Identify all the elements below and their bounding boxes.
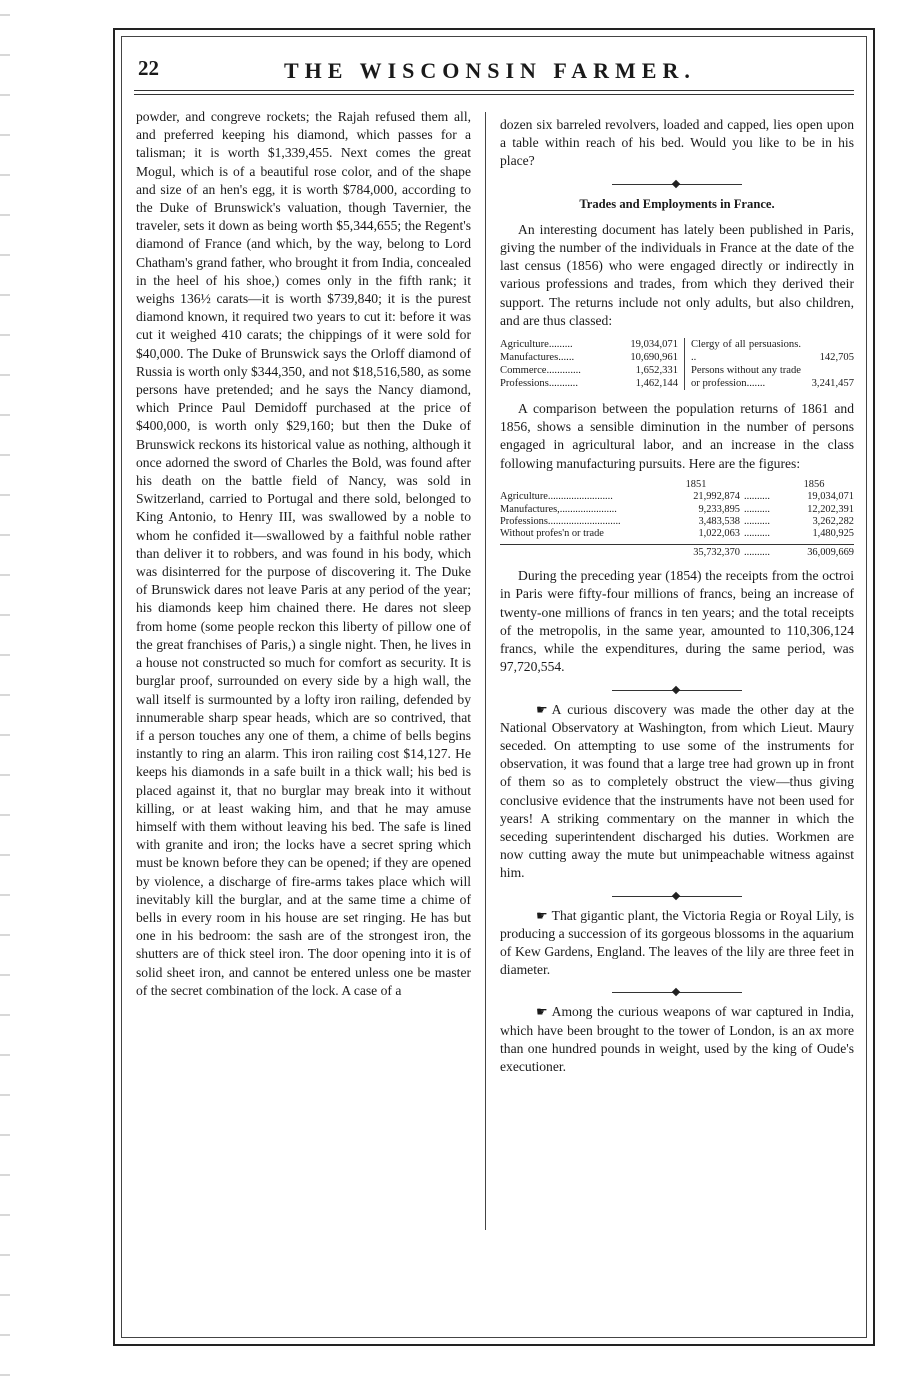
section-separator: [612, 181, 742, 187]
section-separator: [612, 893, 742, 899]
victoria-regia-item: That gigantic plant, the Victoria Regia or Royal Lily, is producing a succession of its gorgeous blossoms in the aquarium of Kew Gardens, England. The leaves of the lily are three feet in diameter.: [500, 907, 854, 978]
section-separator: [612, 687, 742, 693]
left-column: [136, 108, 471, 1000]
pointing-hand-icon: ☛: [536, 1004, 548, 1020]
header-rule-double: [134, 94, 854, 95]
header-rule: [134, 90, 854, 91]
table-total-row: 35,732,370 .......... 36,009,669: [500, 544, 854, 559]
table-row: Professions........... 1,462,144: [500, 378, 678, 390]
comparison-paragraph: A comparison between the population returns of 1861 and 1856, shows a sensible diminution in the number of persons engaged in agricultural labor, and an increase in the class following manufacturing pursuits. Here are the figures:: [500, 401, 854, 471]
table-row: Professions............................ 3,483,538 .......... 3,262,282: [500, 516, 854, 528]
page-number: 22: [138, 56, 159, 80]
article-intro: An interesting document has lately been published in Paris, giving the number of the individuals in France at the date of the last census (1856) who were engaged directly or indirectly in various professions and trades, from which they derived their support. The returns include not only adults, but also children, and are thus classed:: [500, 221, 854, 328]
running-title: THE WISCONSIN FARMER.: [284, 58, 696, 83]
table-row: Agriculture......................... 21,992,874 .......... 19,034,071: [500, 491, 854, 503]
table-row: Commerce............. 1,652,331: [500, 365, 678, 377]
table-row: Without profes'n or trade 1,022,063 .......... 1,480,925: [500, 528, 854, 540]
table-row: Persons without any trade or profession....... 3,241,457: [691, 365, 854, 390]
body-paragraph: powder, and congreve rockets; the Rajah refused them all, and preferred keeping his diamond, which passes for a talisman; it is worth $1,339,455. Next comes the great Mogul, which is of a beautiful rose color, and of the shape and size of an hen's egg, it is worth $784,000, according to the Duke of Brunswick's valuation, though Tavernier, the traveler, sets it down as being worth $5,344,655; the Regent's diamond of France (and which, by the way, belong to Lord Chatham's grand father, who brought it from India, concealed in the heel of his shoe,) comes only in the fifth rank; it weighs 136½ carats—it is worth $739,840; it is the purest diamond known, it required two years to cut it: before it was cut it weighed 410 carats; the chippings of it were sold for $40,000. The Duke of Brunswick says the Orloff diamond of Russia is worth only $344,350, and not $18,516,580, as some persons have pretended; and he says the Nancy diamond, which Prince Paul Demidoff purchased at the price of $400,000, is worth only $29,160; but then the Duke of Brunswick reckons its historical value as nothing, although it once adorned the sword of Charles the Bold, was found after his death on the battle field of Nancy, was sold in Switzerland, carried to Portugal and there sold, belonged to King Antonio, to Henry III, was swallowed by a noble to whom he confided it—swallowed by a faithful noble rather than deliver it to robbers, and was found in his body, which was disinterred for the purpose of discovering it. The Duke of Brunswick dares not leave Paris at any period of the year; his diamonds keep him chained there. He dares not sleep from home (some people reckon this liberty of pillow one of the great franchises of Paris,) a single night. Then, he lives in a house not constructed so much for comfort as security. It is burglar proof, surrounded on every side by a high wall, the wall itself is surmounted by a lofty iron railing, defended by innumerable sharp spear heads, which are so contrived, that if a person touches any one of them, a chime of bells begins instantly to ring an alarm. This iron railing cost $14,127. He keeps his diamonds in a safe built in a thick wall; his bed is placed against it, that no burglar may break into it without killing, or at least waking him, and that he may amuse himself with them without leaving his bed. The safe is lined with granite and iron; the locks have a secret spring which must be known before they can be opened; if they are opened by violence, a discharge of fire-arms takes place which will inevitably kill the burglar, and at the same time a chime of bells in every room in his house are set ringing. He has but one in his bedroom: the sash are of the strongest iron, the shutters are of thick steel iron. The door opening into it is of solid sheet iron, and cannot be entered unless one be master of the secret combination of the lock. A case of a: [136, 109, 471, 998]
table-row: Manufactures...... 10,690,961: [500, 352, 678, 364]
executioner-ax-item: Among the curious weapons of war captured in India, which have been brought to the tower of London, is an ax more than one hundred pounds in weight, used by the king of Oude's executioner.: [500, 1004, 854, 1074]
table-row: Agriculture......... 19,034,071: [500, 339, 678, 351]
page-edge-bleed: [0, 0, 10, 1380]
pointing-hand-icon: ☛: [536, 907, 548, 923]
octroi-paragraph: During the preceding year (1854) the receipts from the octroi in Paris were fifty-four millions of francs, being an increase of twenty-one millions of francs in ten years; and the total receipts of the metropolis, in the same year, amounted to 110,306,124 francs, while the expenditures, during the same period, was 97,720,554.: [500, 568, 854, 675]
right-column: [500, 116, 854, 1076]
section-separator: [612, 989, 742, 995]
table-row: Clergy of all persuasions. .. 142,705: [691, 339, 854, 364]
occupation-table: [500, 338, 854, 390]
observatory-item: A curious discovery was made the other day at the National Observatory at Washington, from which Lieut. Maury seceded. On attempting to use some of the instruments for observation, it was found that a large tree had grown up in front of them so as to completely obstruct the view—thus giving conclusive evidence that the instruments have not been used for years! A striking commentary on the manner in which the seceding superintendent discharged his duties. Workmen are now cutting away the mute but unimpeachable witness against him.: [500, 701, 854, 881]
pointing-hand-icon: ☛: [536, 701, 548, 717]
article-heading: Trades and Employments in France.: [579, 196, 775, 211]
table-header: 1851 1856: [685, 478, 825, 490]
column-divider: [485, 112, 486, 1230]
continuation-paragraph: dozen six barreled revolvers, loaded and capped, lies open upon a table within reach of his bed. Would you like to be in his place?: [500, 117, 854, 169]
table-row: Manufactures,...................... 9,233,895 .......... 12,202,391: [500, 503, 854, 515]
comparison-table: [500, 479, 854, 559]
